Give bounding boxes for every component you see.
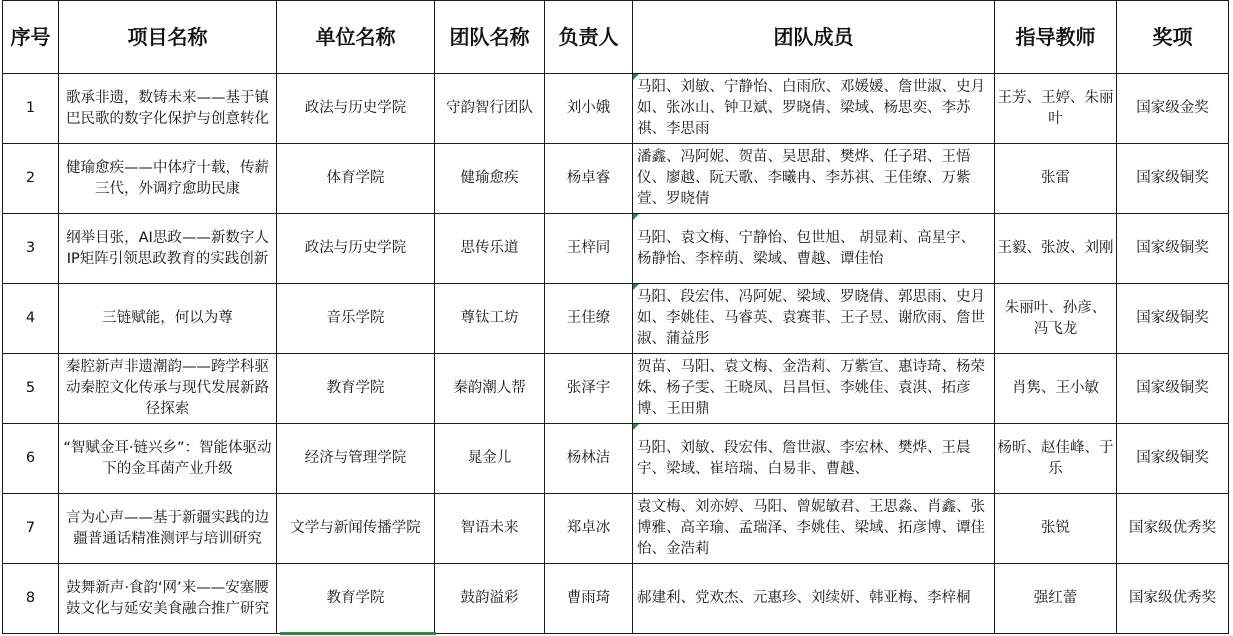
cell-team[interactable]: 思传乐道 xyxy=(435,214,545,284)
cell-no[interactable]: 7 xyxy=(3,494,59,564)
header-cell-no[interactable]: 序号 xyxy=(3,1,59,74)
header-cell-leader[interactable]: 负责人 xyxy=(545,1,633,74)
cell-project[interactable] xyxy=(59,424,277,494)
cell-members[interactable] xyxy=(633,494,995,564)
cell-members[interactable] xyxy=(633,214,995,284)
cell-project-text: 鼓舞新声·食韵‘网’来——安塞腰鼓文化与延安美食融合推广研究 xyxy=(66,579,269,617)
cell-project[interactable] xyxy=(59,564,277,634)
header-row xyxy=(3,1,1229,74)
cell-leader[interactable]: 王佳缭 xyxy=(545,284,633,354)
cell-members-text: 马阳、段宏伟、冯阿妮、梁域、罗晓倩、郭思雨、史月如、李姚佳、马睿英、袁赛菲、王子昱、谢欣雨、詹世淑、蒲益彤 xyxy=(637,289,985,347)
cell-selection-indicator xyxy=(280,632,436,635)
cell-team[interactable]: 健瑜愈疾 xyxy=(435,144,545,214)
table-row xyxy=(3,214,1229,284)
cell-members-text: 郝建利、党欢杰、元惠珍、刘续妍、韩亚梅、李梓桐 xyxy=(637,590,971,606)
header-cell-project[interactable]: 项目名称 xyxy=(59,1,277,74)
cell-members[interactable] xyxy=(633,424,995,494)
cell-no[interactable]: 8 xyxy=(3,564,59,634)
cell-project-text: 言为心声——基于新疆实践的边疆普通话精准测评与培训研究 xyxy=(66,509,269,547)
cell-members-text: 贺苗、马阳、袁文梅、金浩莉、万紫宣、惠诗琦、杨荣姝、杨子雯、王晓凤、吕昌恒、李姚佳、袁淇、拓彦博、王田鼎 xyxy=(637,359,985,417)
cell-advisors[interactable]: 杨昕、赵佳峰、于乐 xyxy=(995,424,1117,494)
cell-project-text: 纲举目张，AI思政——新数字人IP矩阵引领思政教育的实践创新 xyxy=(66,229,269,267)
cell-team[interactable]: 晁金儿 xyxy=(435,424,545,494)
cell-project-text: 歌承非遗，数铸未来——基于镇巴民歌的数字化保护与创意转化 xyxy=(66,89,269,127)
table-row xyxy=(3,284,1229,354)
cell-leader[interactable]: 张泽宇 xyxy=(545,354,633,424)
cell-members[interactable] xyxy=(633,564,995,634)
cell-advisors[interactable]: 王毅、张波、刘刚 xyxy=(995,214,1117,284)
cell-unit[interactable]: 文学与新闻传播学院 xyxy=(277,494,435,564)
cell-team[interactable]: 秦韵潮人帮 xyxy=(435,354,545,424)
cell-unit[interactable]: 教育学院 xyxy=(277,354,435,424)
awards-table xyxy=(2,0,1229,634)
cell-members[interactable] xyxy=(633,74,995,144)
cell-members-text: 潘鑫、冯阿妮、贺苗、吴思甜、樊烨、任子珺、王悟仪、廖越、阮天歌、李曦冉、李苏祺、王佳缭、万紫萱、罗晓倩 xyxy=(637,149,971,207)
cell-award[interactable]: 国家级优秀奖 xyxy=(1117,564,1229,634)
cell-advisors[interactable]: 张锐 xyxy=(995,494,1117,564)
header-cell-award[interactable]: 奖项 xyxy=(1117,1,1229,74)
cell-award[interactable]: 国家级优秀奖 xyxy=(1117,494,1229,564)
table-row xyxy=(3,424,1229,494)
cell-no[interactable]: 4 xyxy=(3,284,59,354)
cell-unit[interactable]: 经济与管理学院 xyxy=(277,424,435,494)
table-row xyxy=(3,144,1229,214)
cell-unit[interactable]: 音乐学院 xyxy=(277,284,435,354)
cell-unit[interactable]: 政法与历史学院 xyxy=(277,74,435,144)
cell-project[interactable] xyxy=(59,214,277,284)
cell-members[interactable] xyxy=(633,354,995,424)
cell-project-text: 秦腔新声非遗潮韵——跨学科驱动秦腔文化传承与现代发展新路径探索 xyxy=(66,359,269,417)
cell-project[interactable] xyxy=(59,494,277,564)
cell-award[interactable]: 国家级铜奖 xyxy=(1117,284,1229,354)
table-row xyxy=(3,564,1229,634)
cell-award[interactable]: 国家级铜奖 xyxy=(1117,144,1229,214)
cell-project[interactable] xyxy=(59,354,277,424)
header-cell-team[interactable]: 团队名称 xyxy=(435,1,545,74)
cell-members-text: 马阳、刘敏、段宏伟、詹世淑、李宏林、樊烨、王晨宇、梁域、崔培瑞、白易非、曹越、 xyxy=(637,439,971,477)
table-row xyxy=(3,354,1229,424)
cell-leader[interactable]: 杨林洁 xyxy=(545,424,633,494)
cell-award[interactable]: 国家级铜奖 xyxy=(1117,214,1229,284)
cell-members-text: 马阳、袁文梅、宁静怡、包世旭、 胡显莉、高星宇、 杨静怡、李梓萌、梁域、曹越、谭佳怡 xyxy=(637,229,976,267)
cell-members-text: 袁文梅、刘亦婷、马阳、曾妮敏君、王思淼、肖鑫、张博雅、高辛瑜、孟瑞泽、李姚佳、梁域、拓彦博、谭佳怡、金浩莉 xyxy=(637,499,985,557)
cell-advisors[interactable]: 强红蕾 xyxy=(995,564,1117,634)
cell-members[interactable] xyxy=(633,284,995,354)
cell-no[interactable]: 1 xyxy=(3,74,59,144)
cell-team[interactable]: 守韵智行团队 xyxy=(435,74,545,144)
cell-project[interactable] xyxy=(59,284,277,354)
cell-award[interactable]: 国家级铜奖 xyxy=(1117,354,1229,424)
cell-award[interactable]: 国家级金奖 xyxy=(1117,74,1229,144)
cell-no[interactable]: 6 xyxy=(3,424,59,494)
table-row xyxy=(3,494,1229,564)
cell-team[interactable]: 智语未来 xyxy=(435,494,545,564)
cell-project-text: 健瑜愈疾——中体疗十载，传薪三代，外调疗愈助民康 xyxy=(66,159,269,197)
cell-project-text: 三链赋能，何以为尊 xyxy=(102,310,233,326)
cell-leader[interactable]: 曹雨琦 xyxy=(545,564,633,634)
cell-leader[interactable]: 刘小娥 xyxy=(545,74,633,144)
cell-leader[interactable]: 杨卓睿 xyxy=(545,144,633,214)
cell-award[interactable]: 国家级铜奖 xyxy=(1117,424,1229,494)
table-row xyxy=(3,74,1229,144)
cell-team[interactable]: 尊钛工坊 xyxy=(435,284,545,354)
cell-leader[interactable]: 王梓同 xyxy=(545,214,633,284)
cell-members[interactable] xyxy=(633,144,995,214)
cell-members-text: 马阳、刘敏、宁静怡、白雨欣、邓媛媛、詹世淑、史月如、张冰山、钟卫斌、罗晓倩、梁域、杨思奕、李苏祺、李思雨 xyxy=(637,79,985,137)
cell-unit[interactable]: 教育学院 xyxy=(277,564,435,634)
cell-no[interactable]: 2 xyxy=(3,144,59,214)
cell-unit[interactable]: 体育学院 xyxy=(277,144,435,214)
cell-no[interactable]: 5 xyxy=(3,354,59,424)
cell-project[interactable] xyxy=(59,144,277,214)
cell-project[interactable] xyxy=(59,74,277,144)
cell-team[interactable]: 鼓韵溢彩 xyxy=(435,564,545,634)
cell-advisors[interactable]: 王芳、王婷、朱丽叶 xyxy=(995,74,1117,144)
header-cell-unit[interactable]: 单位名称 xyxy=(277,1,435,74)
cell-unit[interactable]: 政法与历史学院 xyxy=(277,214,435,284)
cell-advisors[interactable]: 张雷 xyxy=(995,144,1117,214)
cell-no[interactable]: 3 xyxy=(3,214,59,284)
header-cell-members[interactable]: 团队成员 xyxy=(633,1,995,74)
cell-leader[interactable]: 郑卓冰 xyxy=(545,494,633,564)
header-cell-advisors[interactable]: 指导教师 xyxy=(995,1,1117,74)
cell-advisors[interactable]: 朱丽叶、孙彦、 冯飞龙 xyxy=(995,284,1117,354)
cell-advisors[interactable]: 肖隽、王小敏 xyxy=(995,354,1117,424)
cell-project-text: “智赋金耳·链兴乡”：智能体驱动下的金耳菌产业升级 xyxy=(63,439,272,477)
